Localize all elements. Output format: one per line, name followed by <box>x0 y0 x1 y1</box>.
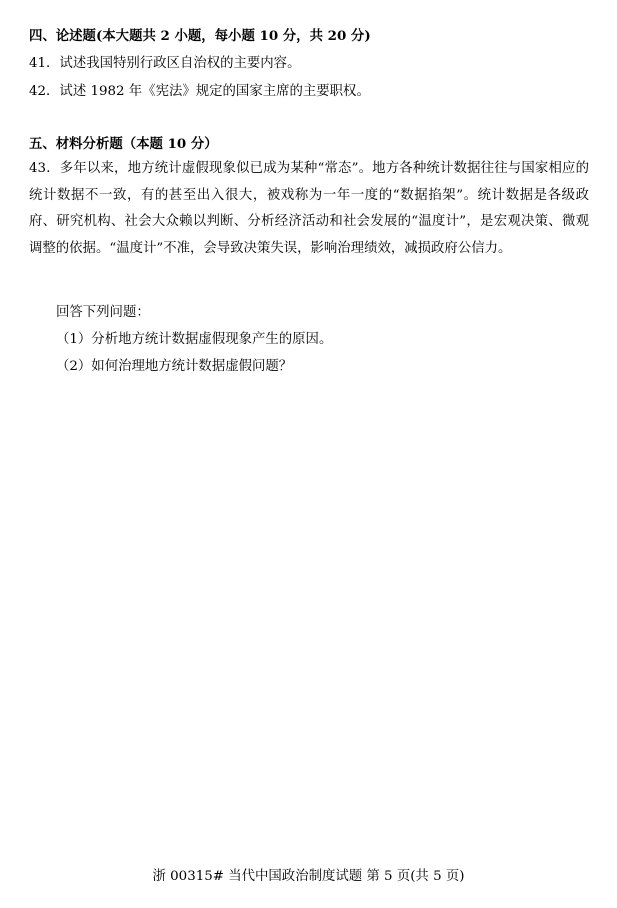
section4-heading: 四、论述题(本大题共 2 小题，每小题 10 分，共 20 分) <box>29 28 371 44</box>
page-footer: 浙 00315# 当代中国政治制度试题 第 5 页(共 5 页) <box>152 869 465 884</box>
question-41: 41．试述我国特别行政区自治权的主要内容。 <box>29 56 301 71</box>
subquestion-1: （1）分析地方统计数据虚假现象产生的原因。 <box>56 332 333 347</box>
question-43-material: 43．多年以来，地方统计虚假现象似已成为某种“常态”。地方各种统计数据往往与国家相应的统计数据不一致，有的甚至出入很大，被戏称为一年一度的“数据掐架”。统计数据是各级政府、研究机构、社会大众赖以判断、分析经济活动和社会发展的“温度计”，是宏观决策、微观调整的依据。“温度计”不准，会导致决策失误，影响治理绩效，减损政府公信力。 <box>29 161 589 256</box>
answer-prompt: 回答下列问题： <box>56 305 150 320</box>
subquestion-2: （2）如何治理地方统计数据虚假问题？ <box>56 359 293 374</box>
section5-heading: 五、材料分析题（本题 10 分） <box>29 136 218 152</box>
question-42: 42．试述 1982 年《宪法》规定的国家主席的主要职权。 <box>29 84 370 99</box>
